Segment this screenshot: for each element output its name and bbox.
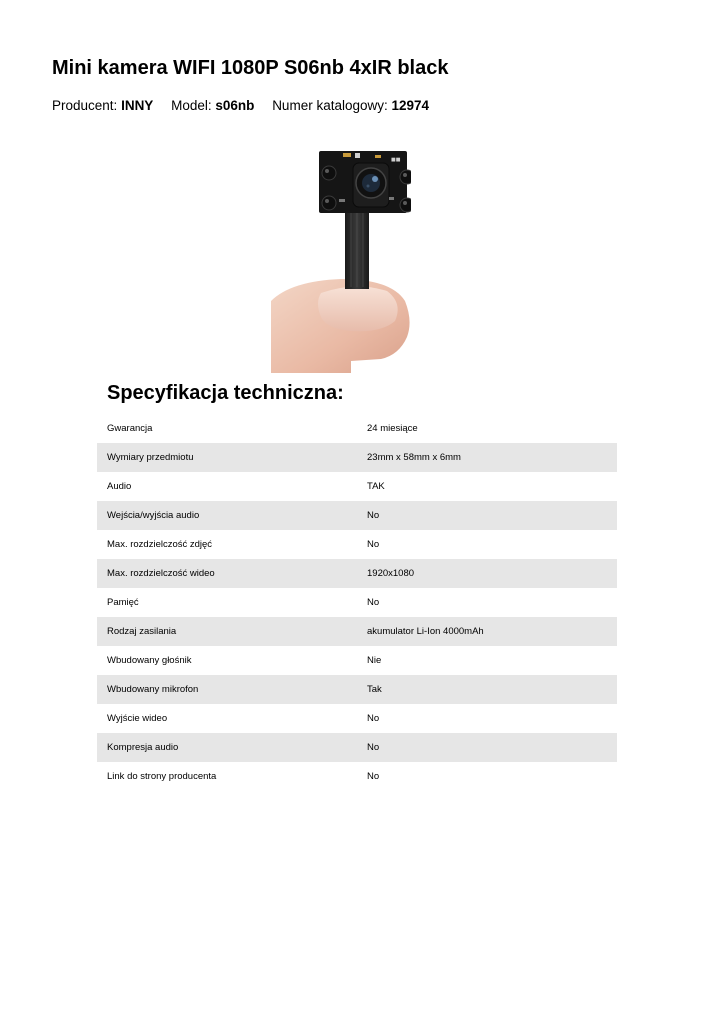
spec-key: Rodzaj zasilania [97,617,367,646]
spec-value: No [367,501,617,530]
spec-value: Tak [367,675,617,704]
table-row [97,675,617,704]
spec-key: Wymiary przedmiotu [97,443,367,472]
model-value: s06nb [215,98,255,113]
spec-value: No [367,712,380,724]
spec-value: No [367,733,617,762]
fingernail-shape [318,286,398,331]
table-row [97,414,617,443]
spec-key: Audio [107,480,132,492]
ir-led-bottom-left [322,196,336,210]
spec-value: akumulator Li-Ion 4000mAh [367,617,617,646]
catalog-value: 12974 [391,98,430,113]
table-row [97,559,617,588]
spec-value: 23mm x 58mm x 6mm [367,443,617,472]
spec-value: No [367,538,380,550]
spec-value: 1920x1080 [367,559,617,588]
table-row [97,443,617,472]
model-info [171,98,254,113]
producer-label: Producent: [52,98,118,113]
spec-key: Wejścia/wyjścia audio [97,501,367,530]
table-row [97,704,617,733]
camera-module-illustration [271,133,411,373]
spec-key: Max. rozdzielczość zdjęć [107,538,213,550]
spec-key: Max. rozdzielczość wideo [97,559,367,588]
ir-led-top-left [322,166,336,180]
spec-heading: Specyfikacja techniczna: [107,382,344,404]
table-row [97,472,617,501]
spec-value: 24 miesiące [367,422,418,434]
spec-key: Link do strony producenta [107,770,217,782]
ir-led-top-right [400,170,411,184]
table-row [97,733,617,762]
spec-key: Pamięć [107,596,139,608]
producer-value: INNY [121,98,154,113]
table-row [97,762,617,791]
spec-key: Wyjście wideo [107,712,168,724]
spec-value: No [367,596,380,608]
table-row [97,530,617,559]
spec-value: Nie [367,654,382,666]
model-label: Model: [171,98,212,113]
catalog-info [272,98,429,113]
table-row [97,617,617,646]
producer-info [52,98,153,113]
product-photo [271,133,411,373]
table-row [97,501,617,530]
table-row [97,646,617,675]
catalog-label: Numer katalogowy: [272,98,388,113]
spec-key: Wbudowany głośnik [107,654,192,666]
ir-led-bottom-right [400,198,411,212]
page-title: Mini kamera WIFI 1080P S06nb 4xIR black [52,57,449,79]
spec-key: Kompresja audio [97,733,367,762]
spec-value: No [367,770,380,782]
spec-key: Gwarancja [107,422,153,434]
svg-text:■■: ■■ [391,157,401,163]
spec-key: Wbudowany mikrofon [97,675,367,704]
spec-value: TAK [367,480,385,492]
spec-table [97,414,617,791]
product-meta [52,97,443,115]
table-row [97,588,617,617]
